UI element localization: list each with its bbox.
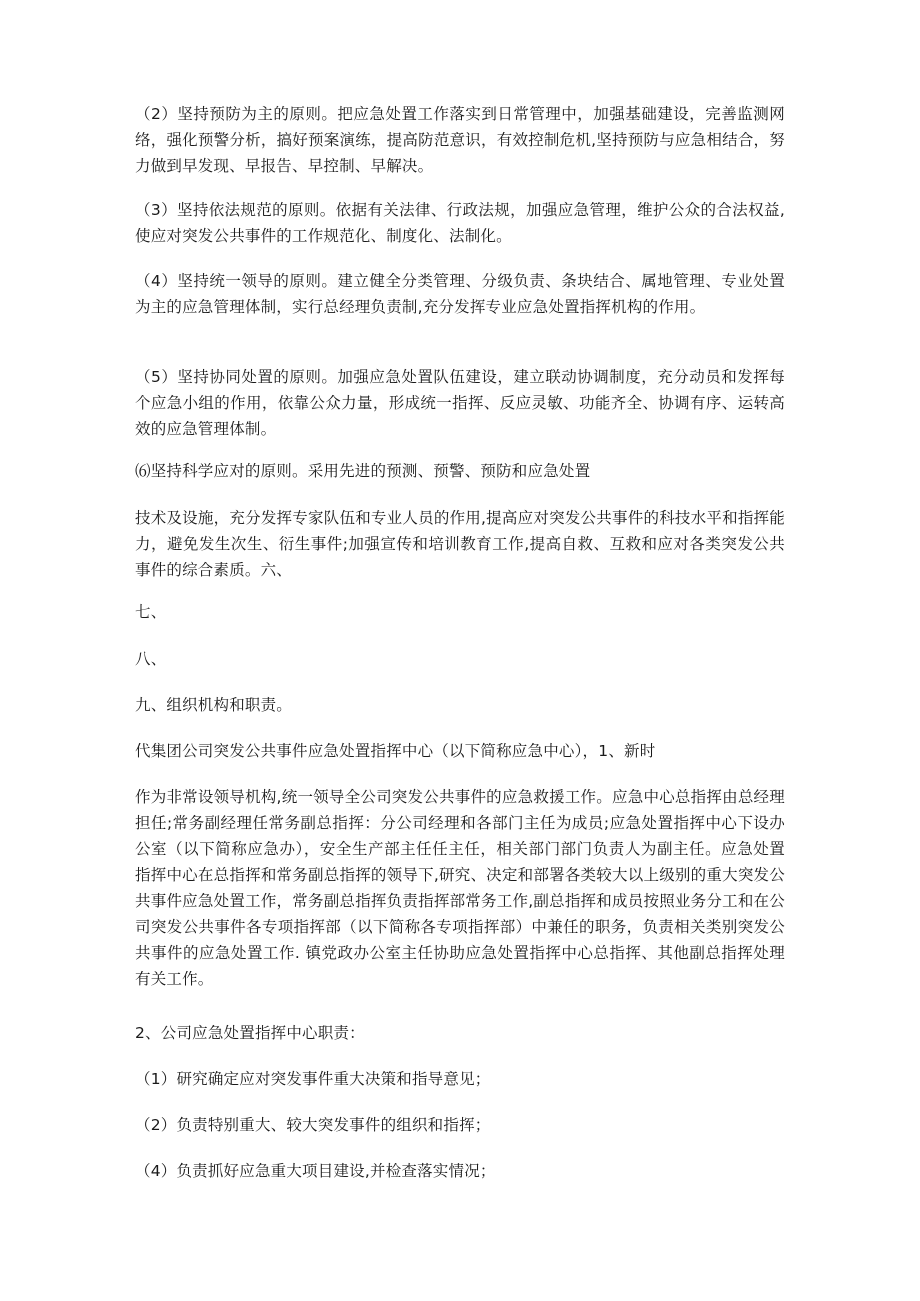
duty-item-2: （2）负责特别重大、较大突发事件的组织和指挥； <box>135 1116 491 1134</box>
emergency-center-intro-paragraph: 代集团公司突发公共事件应急处置指挥中心（以下简称应急中心），1、新时 <box>135 742 656 760</box>
center-duties-heading: 2、公司应急处置指挥中心职责： <box>135 1024 365 1042</box>
principle-coordination-paragraph: （5）坚持协同处置的原则。加强应急处置队伍建设，建立联动协调制度，充分动员和发挥每个应急小组的作用，依靠公众力量，形成统一指挥、反应灵敏、功能齐全、协调有序、运转高效的应急管理体制。 <box>135 368 785 438</box>
section-nine-heading: 九、组织机构和职责。 <box>135 696 293 714</box>
duty-item-1: （1）研究确定应对突发事件重大决策和指导意见； <box>135 1070 491 1088</box>
principle-science-heading-paragraph: ⑹坚持科学应对的原则。采用先进的预测、预警、预防和应急处置 <box>135 462 591 480</box>
principle-science-body-paragraph: 技术及设施，充分发挥专家队伍和专业人员的作用,提高应对突发公共事件的科技水平和指挥能力，避免发生次生、衍生事件;加强宣传和培训教育工作,提高自救、互救和应对各类突发公共事件的综合素质。六、 <box>135 509 785 579</box>
principle-prevention-paragraph: （2）坚持预防为主的原则。把应急处置工作落实到日常管理中，加强基础建设，完善监测网络，强化预警分析，搞好预案演练，提高防范意识，有效控制危机,坚持预防与应急相结合，努力做到早发现、早报告、早控制、早解决。 <box>135 105 785 175</box>
duty-item-4: （4）负责抓好应急重大项目建设,并检查落实情况； <box>135 1162 496 1180</box>
emergency-center-body-paragraph: 作为非常设领导机构,统一领导全公司突发公共事件的应急救援工作。应急中心总指挥由总经理担任;常务副经理任常务副总指挥：分公司经理和各部门主任为成员;应急处置指挥中心下设办公室（以下简称应急办），安全生产部主任任主任，相关部门部门负责人为副主任。应急处置指挥中心在总指挥和常务副总指挥的领导下,研究、决定和部署各类较大以上级别的重大突发公共事件应急处置工作，常务副总指挥负责指挥部常务工作,副总指挥和成员按照业务分工和在公司突发公共事件各专项指挥部（以下简称各专项指挥部）中兼任的职务，负责相关类别突发公共事件的应急处置工作. 镇党政办公室主任协助应急处置指挥中心总指挥、其他副总指挥处理有关工作。 <box>135 788 785 988</box>
principle-unified-leadership-paragraph: （4）坚持统一领导的原则。建立健全分类管理、分级负责、条块结合、属地管理、专业处置为主的应急管理体制，实行总经理负责制,充分发挥专业应急处置指挥机构的作用。 <box>135 272 785 316</box>
section-eight: 八、 <box>135 650 167 668</box>
principle-law-paragraph: （3）坚持依法规范的原则。依据有关法律、行政法规，加强应急管理，维护公众的合法权益,使应对突发公共事件的工作规范化、制度化、法制化。 <box>135 201 785 245</box>
section-seven: 七、 <box>135 603 167 621</box>
